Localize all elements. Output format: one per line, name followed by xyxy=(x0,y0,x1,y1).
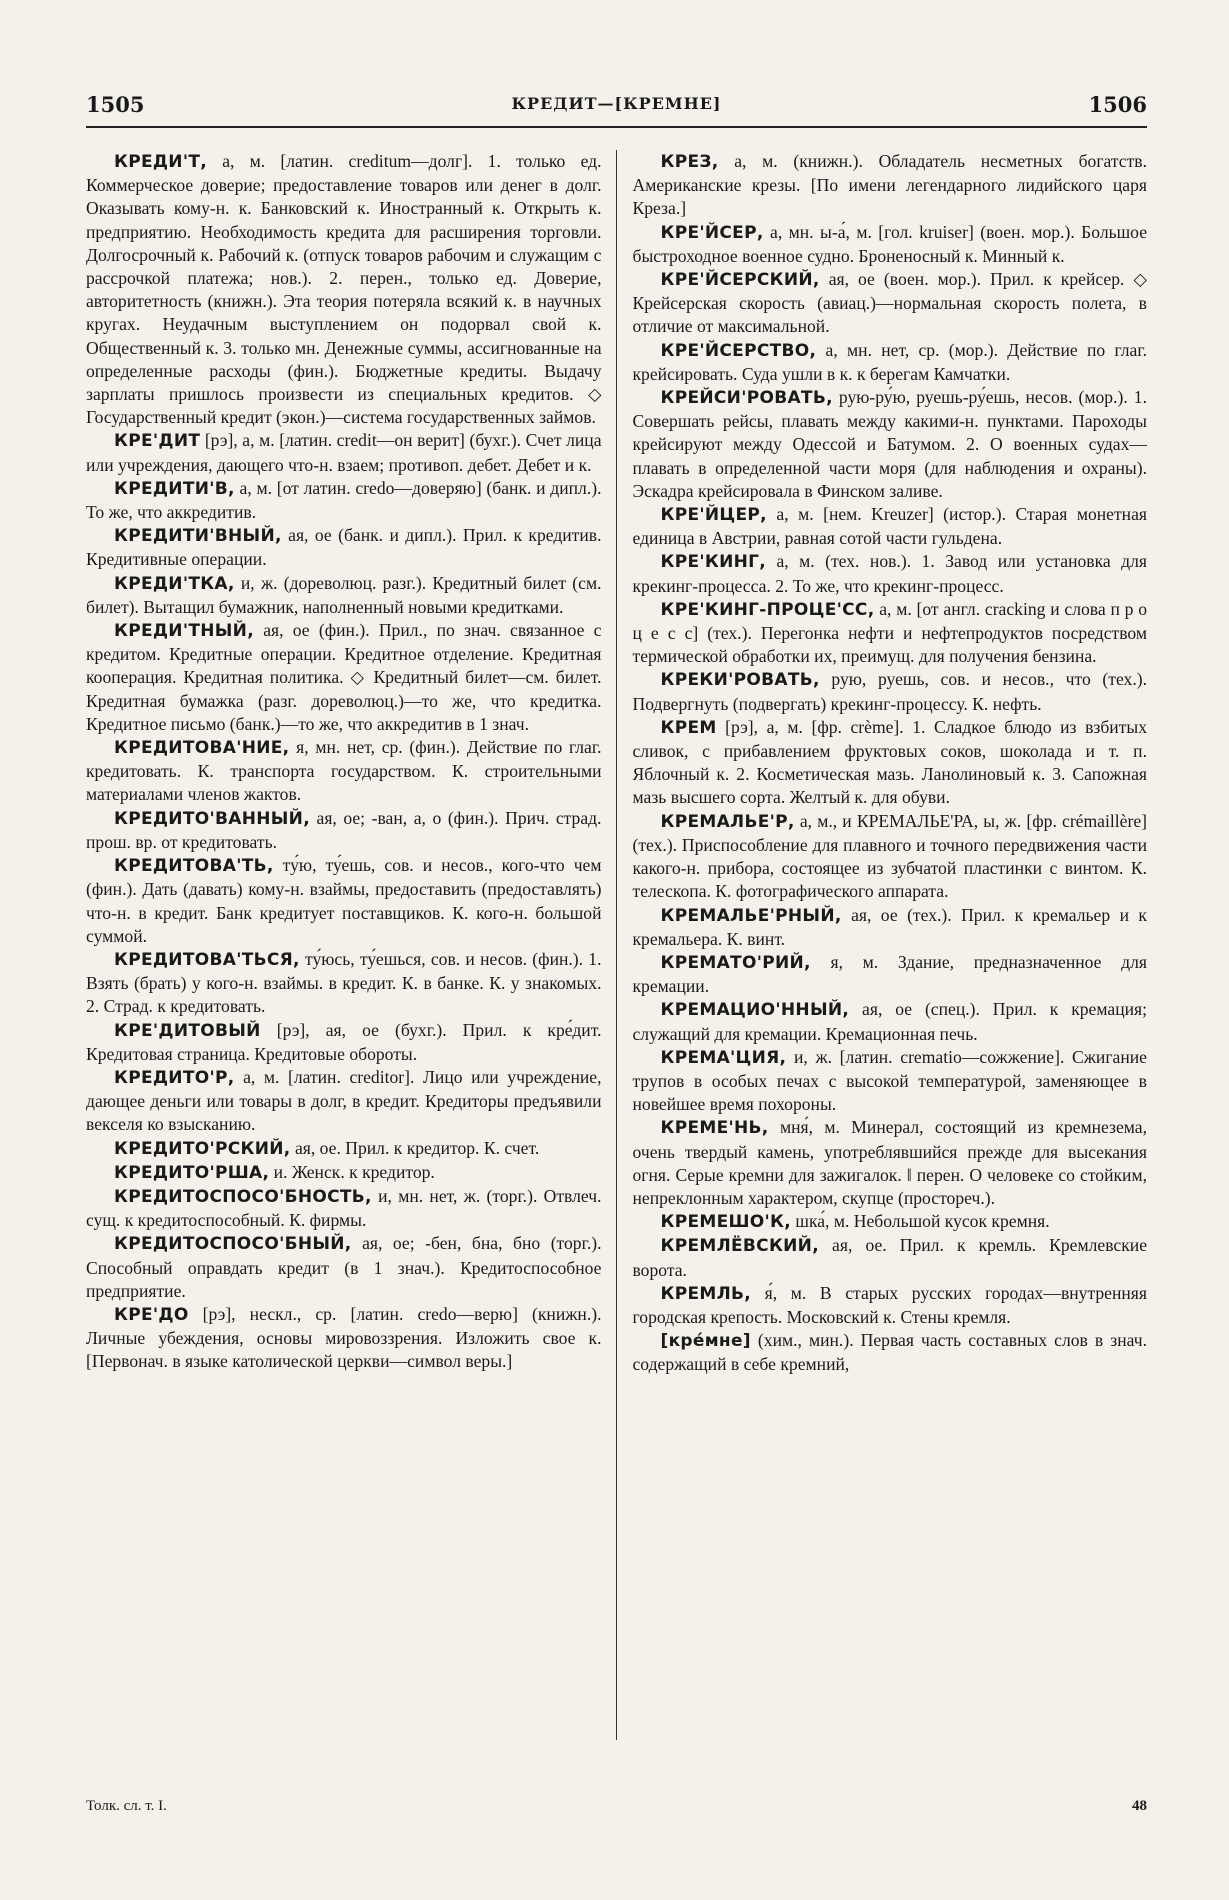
dictionary-entry xyxy=(86,1137,602,1161)
entry-definition: мня́, м. Минерал, состоящий из кремнезема, очень твердый камень, употреблявшийся прежде для высекания огня. Серые кремни для зажигалок. ‖ перен. О человеке со стойким, непреклонным характером, скупце (простореч.). xyxy=(632,1117,1147,1208)
dictionary-entry xyxy=(633,1210,1148,1234)
entry-headword: КРЕДИ'Т, xyxy=(114,152,207,172)
entry-definition: и, ж. [латин. crematio—сожжение]. Сжигание трупов в особых печах с высокой температурой, заменяющее в новейшее время похороны. xyxy=(632,1046,1147,1115)
entry-headword: КРЕМЕШО'К, xyxy=(660,1212,792,1233)
dictionary-entry xyxy=(633,268,1148,339)
dictionary-entry xyxy=(633,1116,1148,1210)
left-column xyxy=(86,150,617,1740)
entry-definition: я, мн. нет, ср. (фин.). Действие по глаг. кредитовать. К. транспорта государством. К. строительными материалами членов жактов. xyxy=(86,737,602,805)
entry-headword: КРЕ'ДИТ xyxy=(114,431,201,452)
entry-headword: КРЕДИТО'Р, xyxy=(114,1067,235,1088)
dictionary-entry xyxy=(86,736,602,807)
dictionary-entry xyxy=(633,386,1148,503)
dictionary-entry xyxy=(86,524,602,571)
dictionary-entry xyxy=(86,807,602,854)
entry-definition: рую-ру́ю, руешь-ру́ешь, несов. (мор.). 1. Совершать рейсы, плавать между какими-н. пунктами. Пароходы крейсируют между Одессой и Батумом. 2. О военных судах—плавать в определенной части моря (для наблюдения и охраны). Эскадра крейсировала в Финском заливе. xyxy=(632,387,1147,501)
entry-headword: КРЕМАЦИО'ННЫЙ, xyxy=(660,1000,850,1021)
dictionary-entry xyxy=(633,1329,1148,1376)
entry-headword: КРЕДИТОВА'ТЬСЯ, xyxy=(114,949,300,970)
entry-definition: и. Женск. к кредитор. xyxy=(269,1161,435,1182)
dictionary-entry xyxy=(633,716,1148,810)
dictionary-entry xyxy=(86,150,602,429)
entry-definition: ая, ое. Прил. к кремль. Кремлевские ворота. xyxy=(632,1235,1147,1280)
page-footer xyxy=(86,1798,1147,1822)
entry-headword: КРЕДИ'ТНЫЙ, xyxy=(114,621,254,642)
dictionary-entry xyxy=(633,1282,1148,1329)
dictionary-entry xyxy=(86,619,602,736)
dictionary-entry xyxy=(633,550,1148,597)
dictionary-entry xyxy=(86,572,602,619)
entry-headword: КРЕДИ'ТКА, xyxy=(114,573,235,594)
dictionary-entry xyxy=(86,1019,602,1066)
dictionary-entry xyxy=(633,998,1148,1045)
entry-definition: ая, ое (спец.). Прил. к кремация; служащий для кремации. Кремационная печь. xyxy=(632,999,1147,1044)
dictionary-entry xyxy=(86,1161,602,1185)
entry-headword: КРЕМАЛЬЕ'Р, xyxy=(660,811,795,832)
dictionary-entry xyxy=(633,668,1148,715)
entry-definition: шка́, м. Небольшой кусок кремня. xyxy=(791,1211,1050,1232)
entry-headword: КРЕ'ЙСЕРСКИЙ, xyxy=(660,270,820,291)
entry-headword: КРЕМАЛЬЕ'РНЫЙ, xyxy=(660,905,842,926)
right-column xyxy=(617,150,1148,1740)
entry-headword: КРЕМ xyxy=(660,717,717,738)
entry-headword: КРЕ'КИНГ, xyxy=(660,552,767,573)
dictionary-entry xyxy=(86,948,602,1019)
dictionary-entry xyxy=(86,1232,602,1303)
entry-definition: а, м. [латин. creditum—долг]. 1. только ед. Коммерческое доверие; предоставление товаров или денег в долг. Оказывать кому-н. к. Банковский к. Иностранный к. Открыть к. предприятию. Необходимость кредита для расширения торговли. Долгосрочный к. Рабочий к. (отпуск товаров рабочим и служащим с рассрочкой платежа; нов.). 2. перен., только ед. Доверие, авторитетность (книжн.). Эта теория потеряла всякий к. в научных кругах. Неудачным выступлением он подорвал свой к. Общественный к. 3. только мн. Денежные суммы, ассигнованные на определенные расходы (фин.). Бюджетные кредиты. Выдачу зарплаты пришлось произвести из специальных кредитов. ◇ Государственный кредит (экон.)—система государственных займов. xyxy=(86,151,602,428)
entry-headword: КРЕ'ДО xyxy=(114,1304,189,1325)
entry-definition: ая, ое; -бен, бна, бно (торг.). Способный оправдать кредит (в 1 знач.). Кредитоспособное предприятие. xyxy=(86,1233,602,1301)
dictionary-entry xyxy=(633,1046,1148,1117)
dictionary-entry xyxy=(633,221,1148,268)
entry-definition: ая, ое. Прил. к кредитор. К. счет. xyxy=(290,1137,540,1158)
dictionary-entry xyxy=(86,1303,602,1374)
entry-headword: КРЕДИТИ'ВНЫЙ, xyxy=(114,526,282,547)
entry-headword: КРЕМЛЬ, xyxy=(660,1283,752,1304)
page-number-left: 1505 xyxy=(86,92,145,117)
dictionary-entry xyxy=(633,810,1148,904)
entry-definition: а, мн. нет, ср. (мор.). Действие по глаг. крейсировать. Суда ушли в к. к берегам Камчатки. xyxy=(632,339,1147,384)
entry-definition: и, мн. нет, ж. (торг.). Отвлеч. сущ. к кредитоспособный. К. фирмы. xyxy=(86,1185,602,1231)
entry-definition: рую, руешь, сов. и несов., что (тех.). Подвергнуть (подвергать) крекинг-процессу. К. нефть. xyxy=(632,669,1147,714)
dictionary-entry xyxy=(86,429,602,476)
entry-definition: а, мн. ы-а́, м. [гол. kruiser] (воен. мор.). Большое быстроходное военное судно. Броненосный к. Минный к. xyxy=(632,221,1147,266)
entry-definition: [рэ], а, м. [фр. crème]. 1. Сладкое блюдо из взбитых сливок, с прибавлением фруктовых соков, шоколада и т. п. Яблочный к. 2. Косметическая мазь. Ланолиновый к. 3. Сапожная мазь высшего сорта. Желтый к. для обуви. xyxy=(632,716,1147,808)
entry-headword: КРЕДИТОВА'НИЕ, xyxy=(114,738,290,759)
dictionary-entry xyxy=(633,339,1148,386)
entry-headword: КРЕДИТОСПОСО'БНОСТЬ, xyxy=(114,1186,372,1207)
entry-headword: КРЕ'ЙСЕРСТВО, xyxy=(660,340,817,361)
entry-definition: а, м. (книжн.). Обладатель несметных богатств. Американские крезы. [По имени легендарного лидийского царя Креза.] xyxy=(632,151,1147,219)
entry-headword: КРЕДИТИ'В, xyxy=(114,478,235,499)
entry-headword: КРЕДИТО'РСКИЙ, xyxy=(114,1138,291,1159)
dictionary-entry xyxy=(86,854,602,948)
entry-definition: [рэ], нескл., ср. [латин. credo—верю] (книжн.). Личные убеждения, основы мировоззрения. Изложить свое к. [Первонач. в языке католической церкви—символ веры.] xyxy=(86,1303,602,1372)
entry-definition: (хим., мин.). Первая часть составных слов в знач. содержащий в себе кремний, xyxy=(632,1330,1147,1375)
entry-headword: [кре́мне] xyxy=(660,1331,751,1352)
entry-headword: КРЕЗ, xyxy=(660,152,719,172)
entry-definition: ая, ое; -ван, а, о (фин.). Прич. страд. прош. вр. от кредитовать. xyxy=(86,807,602,852)
dictionary-entry xyxy=(633,598,1148,669)
running-title: КРЕДИТ—[КРЕМНЕ] xyxy=(511,94,722,113)
entry-headword: КРЕКИ'РОВАТЬ, xyxy=(660,670,820,691)
entry-definition: ту́ю, ту́ешь, сов. и несов., кого-что чем (фин.). Дать (давать) кому-н. взаймы, предоставить (предоставлять) что-н. в кредит. Банк кредитует поставщиков. К. кого-н. большой суммой. xyxy=(86,855,602,946)
dictionary-entry xyxy=(633,904,1148,951)
text-columns xyxy=(86,150,1147,1740)
entry-definition: а, м. [от латин. credo—доверяю] (банк. и дипл.). То же, что аккредитив. xyxy=(86,477,602,523)
entry-definition: я́, м. В старых русских городах—внутренняя городская крепость. Московский к. Стены кремля. xyxy=(632,1282,1147,1327)
dictionary-entry xyxy=(633,1234,1148,1281)
entry-definition: ту́юсь, ту́ешься, сов. и несов. (фин.). 1. Взять (брать) у кого-н. взаймы. в кредит. К. в банке. К. у знакомых. 2. Страд. к кредитовать. xyxy=(86,948,602,1017)
entry-definition: а, м. [от англ. cracking и слова п р о ц е с с] (тех.). Перегонка нефти и нефтепродуктов посредством термической обработки их, преимущ. для получения бензина. xyxy=(632,598,1147,667)
entry-headword: КРЕЙСИ'РОВАТЬ, xyxy=(660,388,833,409)
entry-headword: КРЕМЕ'НЬ, xyxy=(660,1118,769,1139)
entry-definition: [рэ], ая, ое (бухг.). Прил. к кре́дит. Кредитовая страница. Кредитовые обороты. xyxy=(86,1019,602,1064)
entry-definition: [рэ], а, м. [латин. credit—он верит] (бухг.). Счет лица или учреждения, дающего что-н. взаем; противоп. дебет. Дебет и к. xyxy=(86,430,602,475)
entry-headword: КРЕДИТОСПОСО'БНЫЙ, xyxy=(114,1234,352,1255)
entry-headword: КРЕМЛЁВСКИЙ, xyxy=(660,1236,819,1257)
entry-headword: КРЕДИТОВА'ТЬ, xyxy=(114,856,274,877)
entry-headword: КРЕДИТО'РША, xyxy=(114,1162,270,1183)
entry-headword: КРЕ'КИНГ-ПРОЦЕ'СС, xyxy=(660,599,875,620)
entry-headword: КРЕ'ЙСЕР, xyxy=(660,222,764,243)
entry-definition: а, м., и КРЕМАЛЬЕ'РА, ы, ж. [фр. crémaillère] (тех.). Приспособление для плавного и точного передвижения части какого-н. прибора, состоящее из зубчатой пластинки с винтом. К. телескопа. К. фотографического аппарата. xyxy=(632,810,1147,902)
footer-sheet-number: 48 xyxy=(1132,1798,1147,1814)
entry-definition: я, м. Здание, предназначенное для кремации. xyxy=(632,951,1147,997)
entry-headword: КРЕ'ДИТОВЫЙ xyxy=(114,1020,261,1041)
entry-definition: а, м. [латин. creditor]. Лицо или учреждение, дающее деньги или товары в долг, в кредит. Кредиторы предъявили векселя ко взысканию. xyxy=(86,1066,602,1135)
page-header xyxy=(86,92,1147,128)
entry-definition: а, м. (тех. нов.). 1. Завод или установка для крекинг-процесса. 2. То же, что крекинг-процесс. xyxy=(632,551,1147,596)
entry-definition: ая, ое (банк. и дипл.). Прил. к кредитив. Кредитивные операции. xyxy=(86,525,602,570)
entry-headword: КРЕМА'ЦИЯ, xyxy=(660,1047,787,1068)
entry-definition: ая, ое (фин.). Прил., по знач. связанное с кредитом. Кредитные операции. Кредитное отделение. Кредитная кооперация. Кредитная политика. ◇ Кредитный билет—см. билет. Кредитная бумажка (разг. дореволюц.)—то же, что кредитка. Кредитное письмо (банк.)—то же, что аккредитив в 1 знач. xyxy=(86,620,602,734)
entry-definition: ая, ое (воен. мор.). Прил. к крейсер. ◇ Крейсерская скорость (авиац.)—нормальная скорость полета, в отличие от максимальной. xyxy=(632,269,1147,337)
dictionary-entry xyxy=(633,150,1148,221)
entry-definition: ая, ое (тех.). Прил. к кремальер и к кремальера. К. винт. xyxy=(632,904,1147,949)
entry-definition: а, м. [нем. Kreuzer] (истор.). Старая монетная единица в Австрии, равная сотой части гульдена. xyxy=(632,504,1147,549)
page-number-right: 1506 xyxy=(1088,92,1147,117)
dictionary-entry xyxy=(86,477,602,524)
footer-signature: Толк. сл. т. I. xyxy=(86,1798,167,1814)
entry-headword: КРЕМАТО'РИЙ, xyxy=(660,952,811,973)
dictionary-entry xyxy=(633,951,1148,998)
dictionary-entry xyxy=(86,1185,602,1232)
entry-headword: КРЕ'ЙЦЕР, xyxy=(660,505,767,526)
entry-headword: КРЕДИТО'ВАННЫЙ, xyxy=(114,808,310,829)
dictionary-entry xyxy=(86,1066,602,1137)
dictionary-entry xyxy=(633,503,1148,550)
entry-definition: и, ж. (дореволюц. разг.). Кредитный билет (см. билет). Вытащил бумажник, наполненный новыми кредитками. xyxy=(86,572,602,617)
